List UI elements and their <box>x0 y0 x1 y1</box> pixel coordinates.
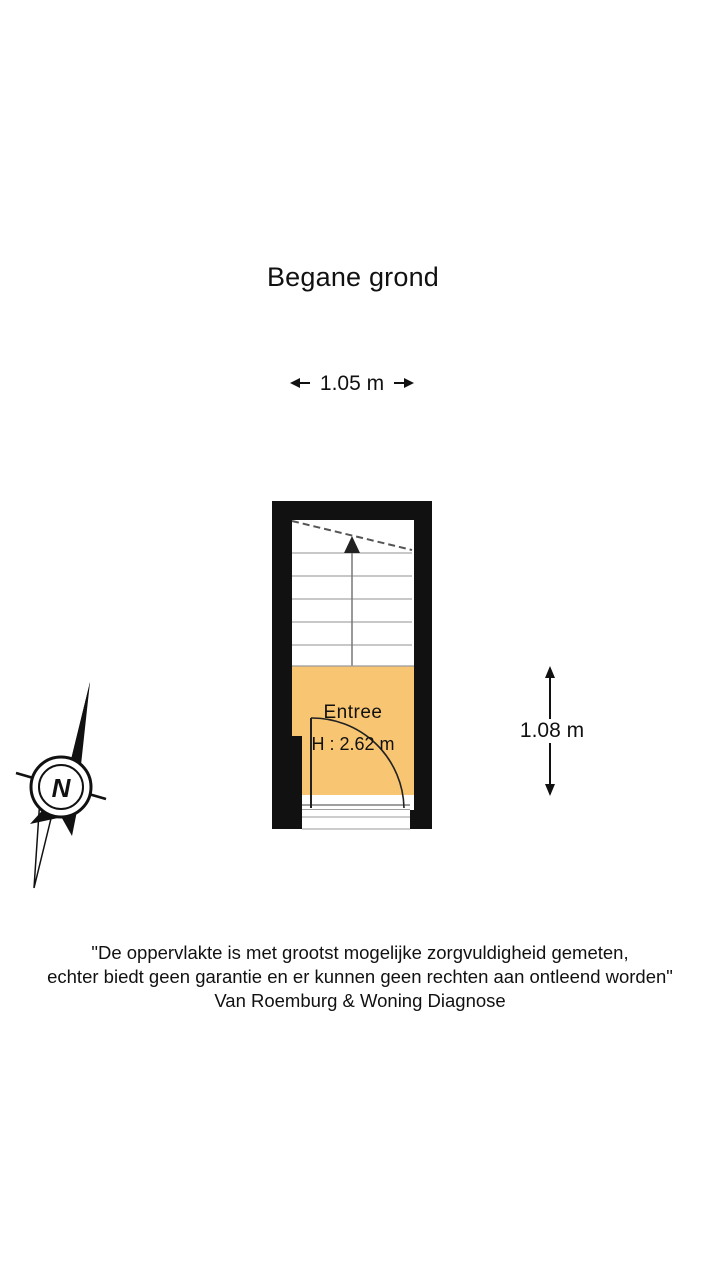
width-dimension-label: 1.05 m <box>319 372 385 395</box>
room-name: Entree <box>323 702 383 723</box>
depth-dimension-label: 1.08 m <box>510 719 594 743</box>
depth-dimension <box>510 664 594 798</box>
north-compass <box>10 676 110 896</box>
disclaimer-line-3: Van Roemburg & Woning Diagnose <box>214 990 506 1011</box>
front-door-opening <box>302 810 410 829</box>
disclaimer-line-1: "De oppervlakte is met grootst mogelijke zorgvuldigheid gemeten, <box>91 942 629 963</box>
door-threshold <box>302 795 412 810</box>
disclaimer <box>0 941 720 1013</box>
floor-title: Begane grond <box>266 262 440 292</box>
compass-icon <box>10 676 110 891</box>
compass-letter: N <box>51 773 71 803</box>
room-height: H : 2.62 m <box>311 734 395 754</box>
disclaimer-line-2: echter biedt geen garantie en er kunnen geen rechten aan ontleend worden" <box>47 966 673 987</box>
